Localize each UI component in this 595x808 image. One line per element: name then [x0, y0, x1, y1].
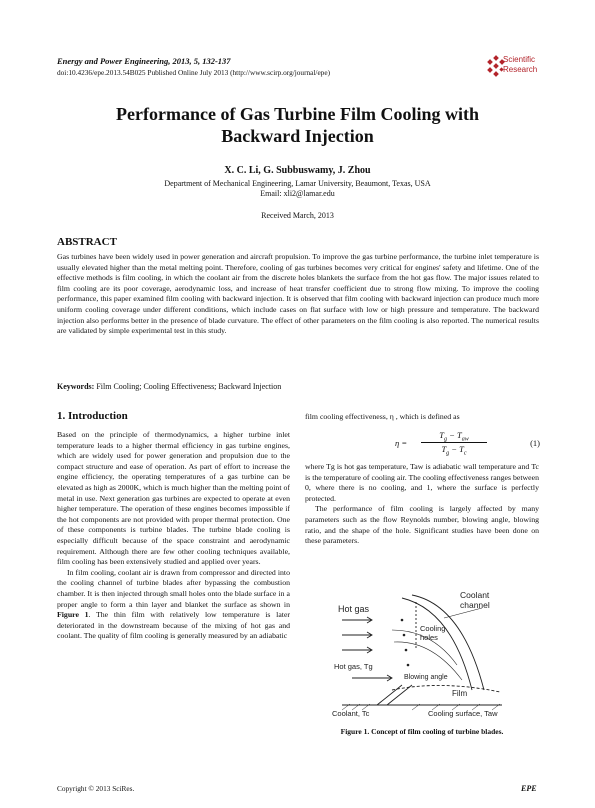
keywords-list: Film Cooling; Cooling Effectiveness; Backward Injection: [96, 382, 282, 391]
label-hot-gas-tg: Hot gas, Tg: [334, 662, 373, 671]
equation-1: η = $T_g - T_{aw}$ $T_g - T_c$ (1): [395, 430, 540, 457]
figure-reference[interactable]: Figure 1: [57, 610, 89, 620]
keywords-label: Keywords:: [57, 382, 95, 391]
equation-denominator: $T_g - T_c$: [441, 444, 467, 457]
intro-paragraph-3: where Tg is hot gas temperature, Taw is adiabatic wall temperature and Tc is the temperature of cooling air. The cooling effectiveness ranges between 0, where there is no cooling, and 1, where the surface is perfectly protected.: [305, 462, 539, 503]
abstract-heading: ABSTRACT: [57, 236, 117, 248]
label-coolant-tc: Coolant, Tc: [332, 709, 370, 718]
label-coolant-channel-1: Coolant: [460, 590, 490, 600]
equation-number: (1): [530, 438, 540, 448]
intro-column-left: [57, 430, 290, 642]
intro-paragraph-4: The performance of film cooling is largely affected by many parameters such as the flow Reynolds number, blowing angle, blowing ratio, and the shape of the hole. Significant studies have been done on these parameters.: [305, 504, 539, 546]
publisher-logo-text: Scientific Research: [503, 55, 538, 74]
label-blowing-angle: Blowing angle: [404, 674, 448, 681]
intro-paragraph-1: Based on the principle of thermodynamics, a higher turbine inlet temperature leads to a higher thermal efficiency in gas turbine engines, which are widely used for power generation and propulsion due to the compact structure and ease of operation. As part of effort to increase the engine efficiency, the operating temperatures of a gas turbine can be elevated as high as 2000K, which is much higher than the melting point of metal in use. Next generation gas turbines are expected to operate at even higher temperature. The operation of these engines becomes impossible if the hot components are not provided with proper thermal protection. One of these components is turbine blades. The turbine blade cooling is especially difficult because of the space constraint and aerodynamic requirement. Although there are few other cooling techniques available, film cooling has been extensively studied and applied over years.: [57, 430, 290, 567]
figure-1: [332, 590, 510, 720]
copyright: Copyright © 2013 SciRes.: [57, 784, 135, 793]
section-heading-introduction: 1. Introduction: [57, 410, 128, 422]
affiliation: Department of Mechanical Engineering, Lamar University, Beaumont, Texas, USA: [164, 179, 431, 188]
abstract-text: Gas turbines have been widely used in power generation and aircraft propulsion. To improve the gas turbine performance, the turbine inlet temperature is usually elevated higher than the metal melting point. Therefore, cooling of gas turbines becomes very critical for engines' safety and lifetime. One of the effective methods is film cooling, in which the coolant air from the discrete holes blankets the surface from the hot gas flow. The major issues related to film cooling are its poor coverage, aerodynamic loss, and increase of heat transfer coefficient due to strong flow mixing. To improve the cooling performance, this paper examined film cooling with backward injection. It is observed that film cooling with backward injection can produce much more uniform cooling coverage under different conditions, which include cases on flat surface with low or high pressure and temperature. The backward injection also performs better in the presence of blade curvature. The effect of other parameters on the film cooling is also reported. The numerical results are validated by simple experimental test in this study.: [57, 252, 539, 336]
keywords: [57, 382, 281, 391]
label-cooling-holes-2: holes: [420, 633, 438, 642]
authors: X. C. Li, G. Subbuswamy, J. Zhou: [224, 165, 371, 176]
author-email[interactable]: Email: xli2@lamar.edu: [260, 189, 335, 198]
label-cooling-holes-1: Cooling: [420, 624, 446, 633]
received-date: Received March, 2013: [261, 211, 334, 220]
equation-intro: film cooling effectiveness, η , which is defined as: [305, 412, 460, 421]
label-coolant-channel-2: channel: [460, 600, 490, 610]
paper-title: Performance of Gas Turbine Film Cooling with Backward Injection: [116, 104, 479, 146]
intro-column-right: [305, 462, 539, 547]
journal-citation: Energy and Power Engineering, 2013, 5, 132-137: [57, 56, 231, 66]
intro-paragraph-2: In film cooling, coolant air is drawn from compressor and directed into the cooling channel of turbine blades after bypassing the combustion chamber. It is then injected through small holes onto the blade surface in a proper angle to form a thin layer and blanket the surface as shown in Figure 1. The thin film with relatively low temperature is later deteriorated in the downstream because of the mixing of hot gas and coolant. The quality of film cooling is generally measured by an adiabatic: [57, 567, 290, 641]
label-cooling-surface: Cooling surface, Taw: [428, 709, 498, 718]
equation-numerator: $T_g - T_{aw}$: [439, 430, 469, 443]
doi-line: doi:10.4236/epe.2013.54B025 Published Online July 2013 (http://www.scirp.org/journal/epe): [57, 68, 330, 77]
label-film: Film: [452, 689, 468, 698]
journal-abbreviation: EPE: [521, 784, 537, 793]
label-hot-gas: Hot gas: [338, 604, 370, 614]
figure-caption: Figure 1. Concept of film cooling of turbine blades.: [340, 727, 504, 736]
